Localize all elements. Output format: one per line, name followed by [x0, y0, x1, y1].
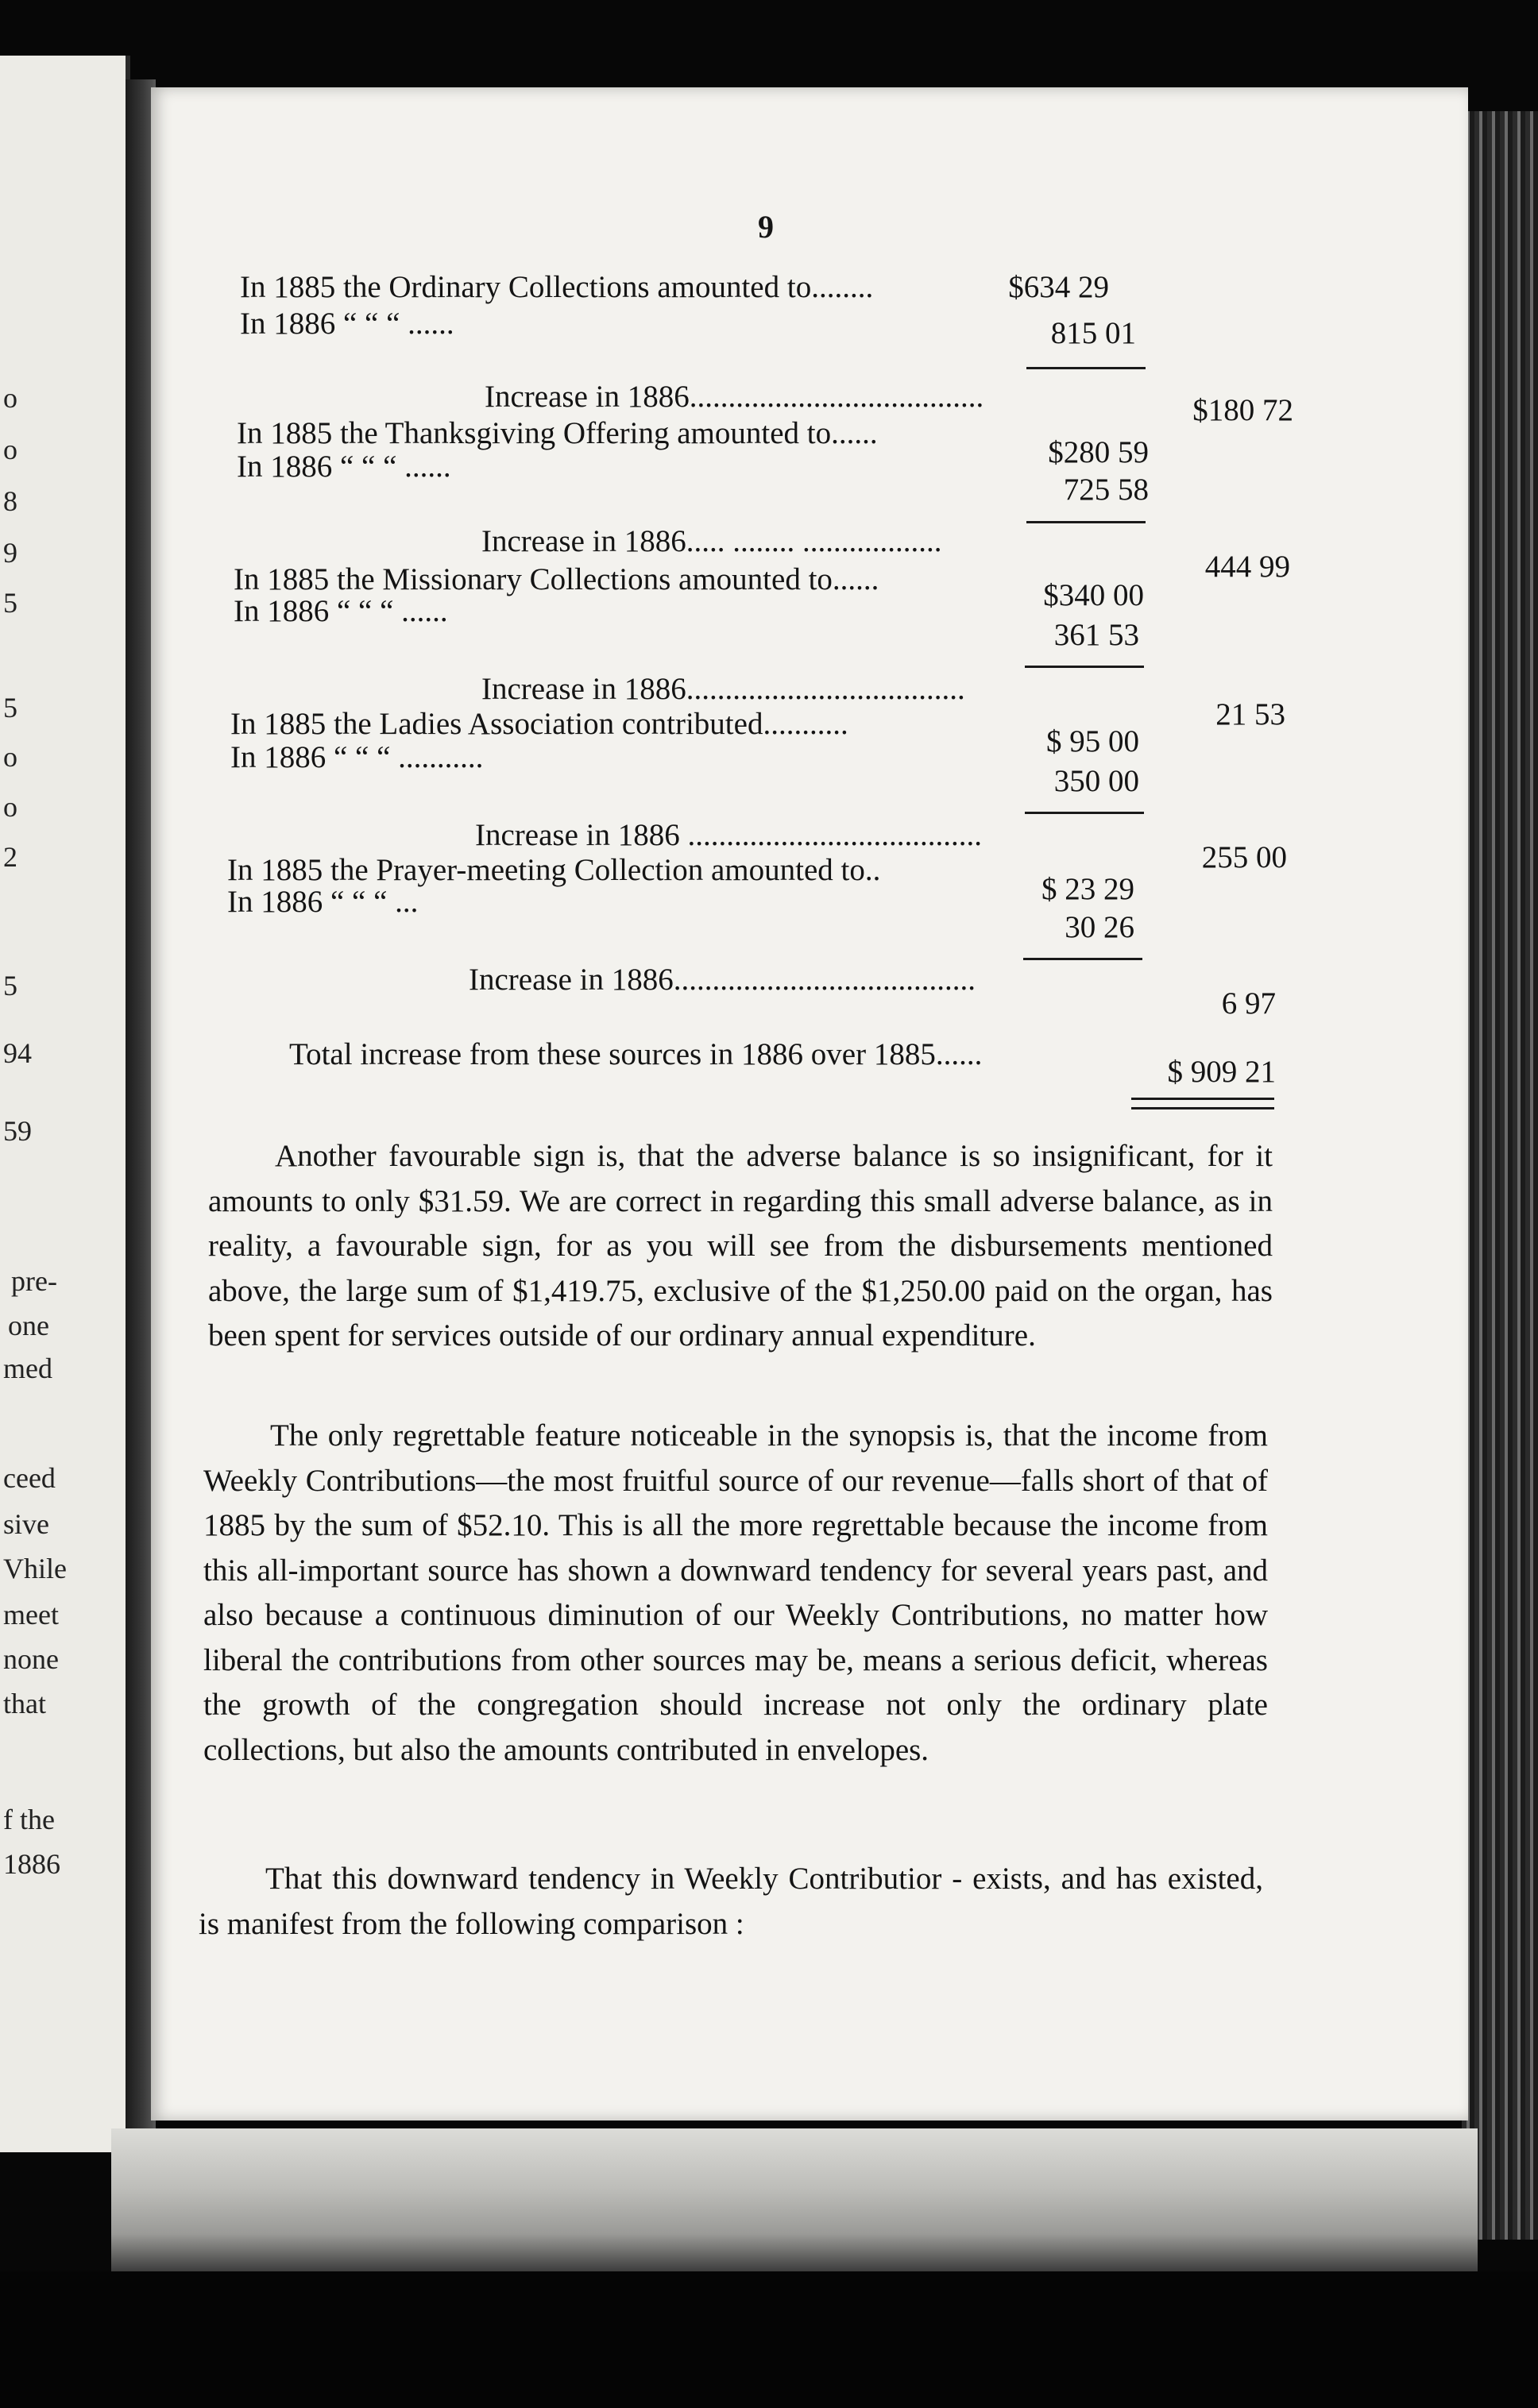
increase-label: Increase in 1886 ......................................: [475, 818, 982, 852]
book-bottom-edge: [111, 2128, 1478, 2279]
facing-page-fragment: 5: [3, 970, 17, 1001]
table-row-amount: $634 29: [1008, 270, 1109, 304]
table-row-label: In 1885 the Thanksgiving Offering amounted to......: [237, 416, 878, 450]
facing-page-fragment: that: [3, 1688, 46, 1719]
scan-bottom-shadow: [0, 2271, 1538, 2408]
total-label: Total increase from these sources in 1886 over 1885......: [289, 1037, 983, 1071]
increase-amount: 6 97: [1221, 986, 1276, 1021]
facing-page-fragment: 94: [3, 1037, 32, 1069]
facing-page-fragment: sive: [3, 1508, 49, 1540]
paragraph-text: The only regrettable feature noticeable in the synopsis is, that the income from Weekly Contributions—the most fruitful source of our revenue—falls short of that of 1885 by the sum of $52.10. This is all the more regrettable because the income from this all-important source has shown a downward tendency for several years past, and also because a continuous diminution of our Weekly Contributions, no matter how liberal the contributions from other sources may be, means a serious deficit, whereas the growth of the congregation should increase not only the ordinary plate collections, but also the amounts contributed in envelopes.: [203, 1418, 1268, 1767]
table-row-amount: $340 00: [1043, 578, 1144, 612]
table-row-amount: 30 26: [1065, 910, 1134, 944]
increase-label: Increase in 1886.......................................: [469, 963, 976, 997]
table-row-label: In 1886 “ “ “ ...........: [230, 740, 484, 774]
total-rule: [1131, 1107, 1274, 1109]
increase-amount: 21 53: [1215, 697, 1285, 731]
subtotal-rule: [1026, 521, 1146, 523]
total-amount: $ 909 21: [1167, 1055, 1276, 1089]
facing-page-fragment: 9: [3, 537, 17, 569]
facing-page-fragment: f the: [3, 1804, 55, 1835]
table-row-amount: 350 00: [1053, 764, 1139, 798]
facing-page-edge: [0, 56, 130, 2152]
table-row-amount: 725 58: [1063, 473, 1149, 507]
facing-page-fragment: 5: [3, 692, 17, 724]
total-rule: [1131, 1098, 1274, 1100]
increase-label: Increase in 1886....................................: [481, 672, 965, 706]
table-row-label: In 1886 “ “ “ ......: [237, 450, 451, 484]
table-row-label: In 1885 the Prayer-meeting Collection amounted to..: [227, 853, 881, 887]
subtotal-rule: [1023, 958, 1142, 960]
table-row-amount: 361 53: [1053, 618, 1139, 652]
increase-amount: 444 99: [1204, 550, 1290, 584]
table-row-amount: $ 95 00: [1046, 724, 1139, 758]
table-row-label: In 1885 the Ladies Association contributed...........: [230, 707, 848, 741]
facing-page-fragment: o: [3, 741, 17, 773]
facing-page-fragment: 1886: [3, 1848, 60, 1880]
facing-page-fragment: o: [3, 434, 17, 465]
facing-page-fragment: meet: [3, 1599, 59, 1630]
table-row-label: In 1885 the Ordinary Collections amounted to........: [240, 270, 874, 304]
subtotal-rule: [1026, 367, 1146, 369]
table-row-label: In 1886 “ “ “ ......: [234, 594, 448, 628]
facing-page-fragment: 5: [3, 587, 17, 619]
facing-page-fragment: o: [3, 382, 17, 414]
page-number: 9: [758, 209, 774, 245]
table-row-amount: $ 23 29: [1041, 872, 1134, 906]
facing-page-fragment: 2: [3, 841, 17, 873]
increase-amount: 255 00: [1201, 840, 1287, 874]
facing-page-fragment: ceed: [3, 1462, 56, 1494]
increase-amount: $180 72: [1192, 393, 1293, 427]
increase-label: Increase in 1886......................................: [485, 380, 984, 414]
table-row-amount: 815 01: [1050, 316, 1136, 350]
table-row-label: In 1886 “ “ “ ...: [227, 885, 419, 919]
facing-page-fragment: o: [3, 791, 17, 823]
paragraph-adverse-balance: [208, 1134, 1273, 1359]
paragraph-weekly-contributions: [203, 1414, 1268, 1773]
paragraph-comparison: [199, 1857, 1263, 1947]
paragraph-text: That this downward tendency in Weekly Contributior - exists, and has existed, is manifest from the following comparison :: [199, 1862, 1263, 1941]
table-row-amount: $280 59: [1048, 435, 1149, 469]
table-row-label: In 1886 “ “ “ ......: [240, 307, 454, 341]
facing-page-fragment: med: [3, 1353, 52, 1384]
facing-page-fragment: 59: [3, 1115, 32, 1147]
facing-page-fragment: one: [8, 1310, 49, 1341]
facing-page-fragment: none: [3, 1643, 59, 1675]
facing-page-fragment: Vhile: [3, 1553, 67, 1584]
book-fore-edge: [1462, 111, 1538, 2240]
subtotal-rule: [1025, 666, 1144, 668]
facing-page-fragment: pre-: [11, 1265, 57, 1297]
table-row-label: In 1885 the Missionary Collections amounted to......: [234, 562, 879, 596]
facing-page-fragment: 8: [3, 485, 17, 517]
subtotal-rule: [1025, 812, 1144, 814]
increase-label: Increase in 1886..... ........ ..................: [481, 524, 942, 558]
paragraph-text: Another favourable sign is, that the adverse balance is so insignificant, for it amounts to only $31.59. We are correct in regarding this small adverse balance, as in reality, a favourable sign, for as you will see from the disbursements mentioned above, the large sum of $1,419.75, exclusive of the $1,250.00 paid on the organ, has been spent for services outside of our ordinary annual expenditure.: [208, 1139, 1273, 1353]
